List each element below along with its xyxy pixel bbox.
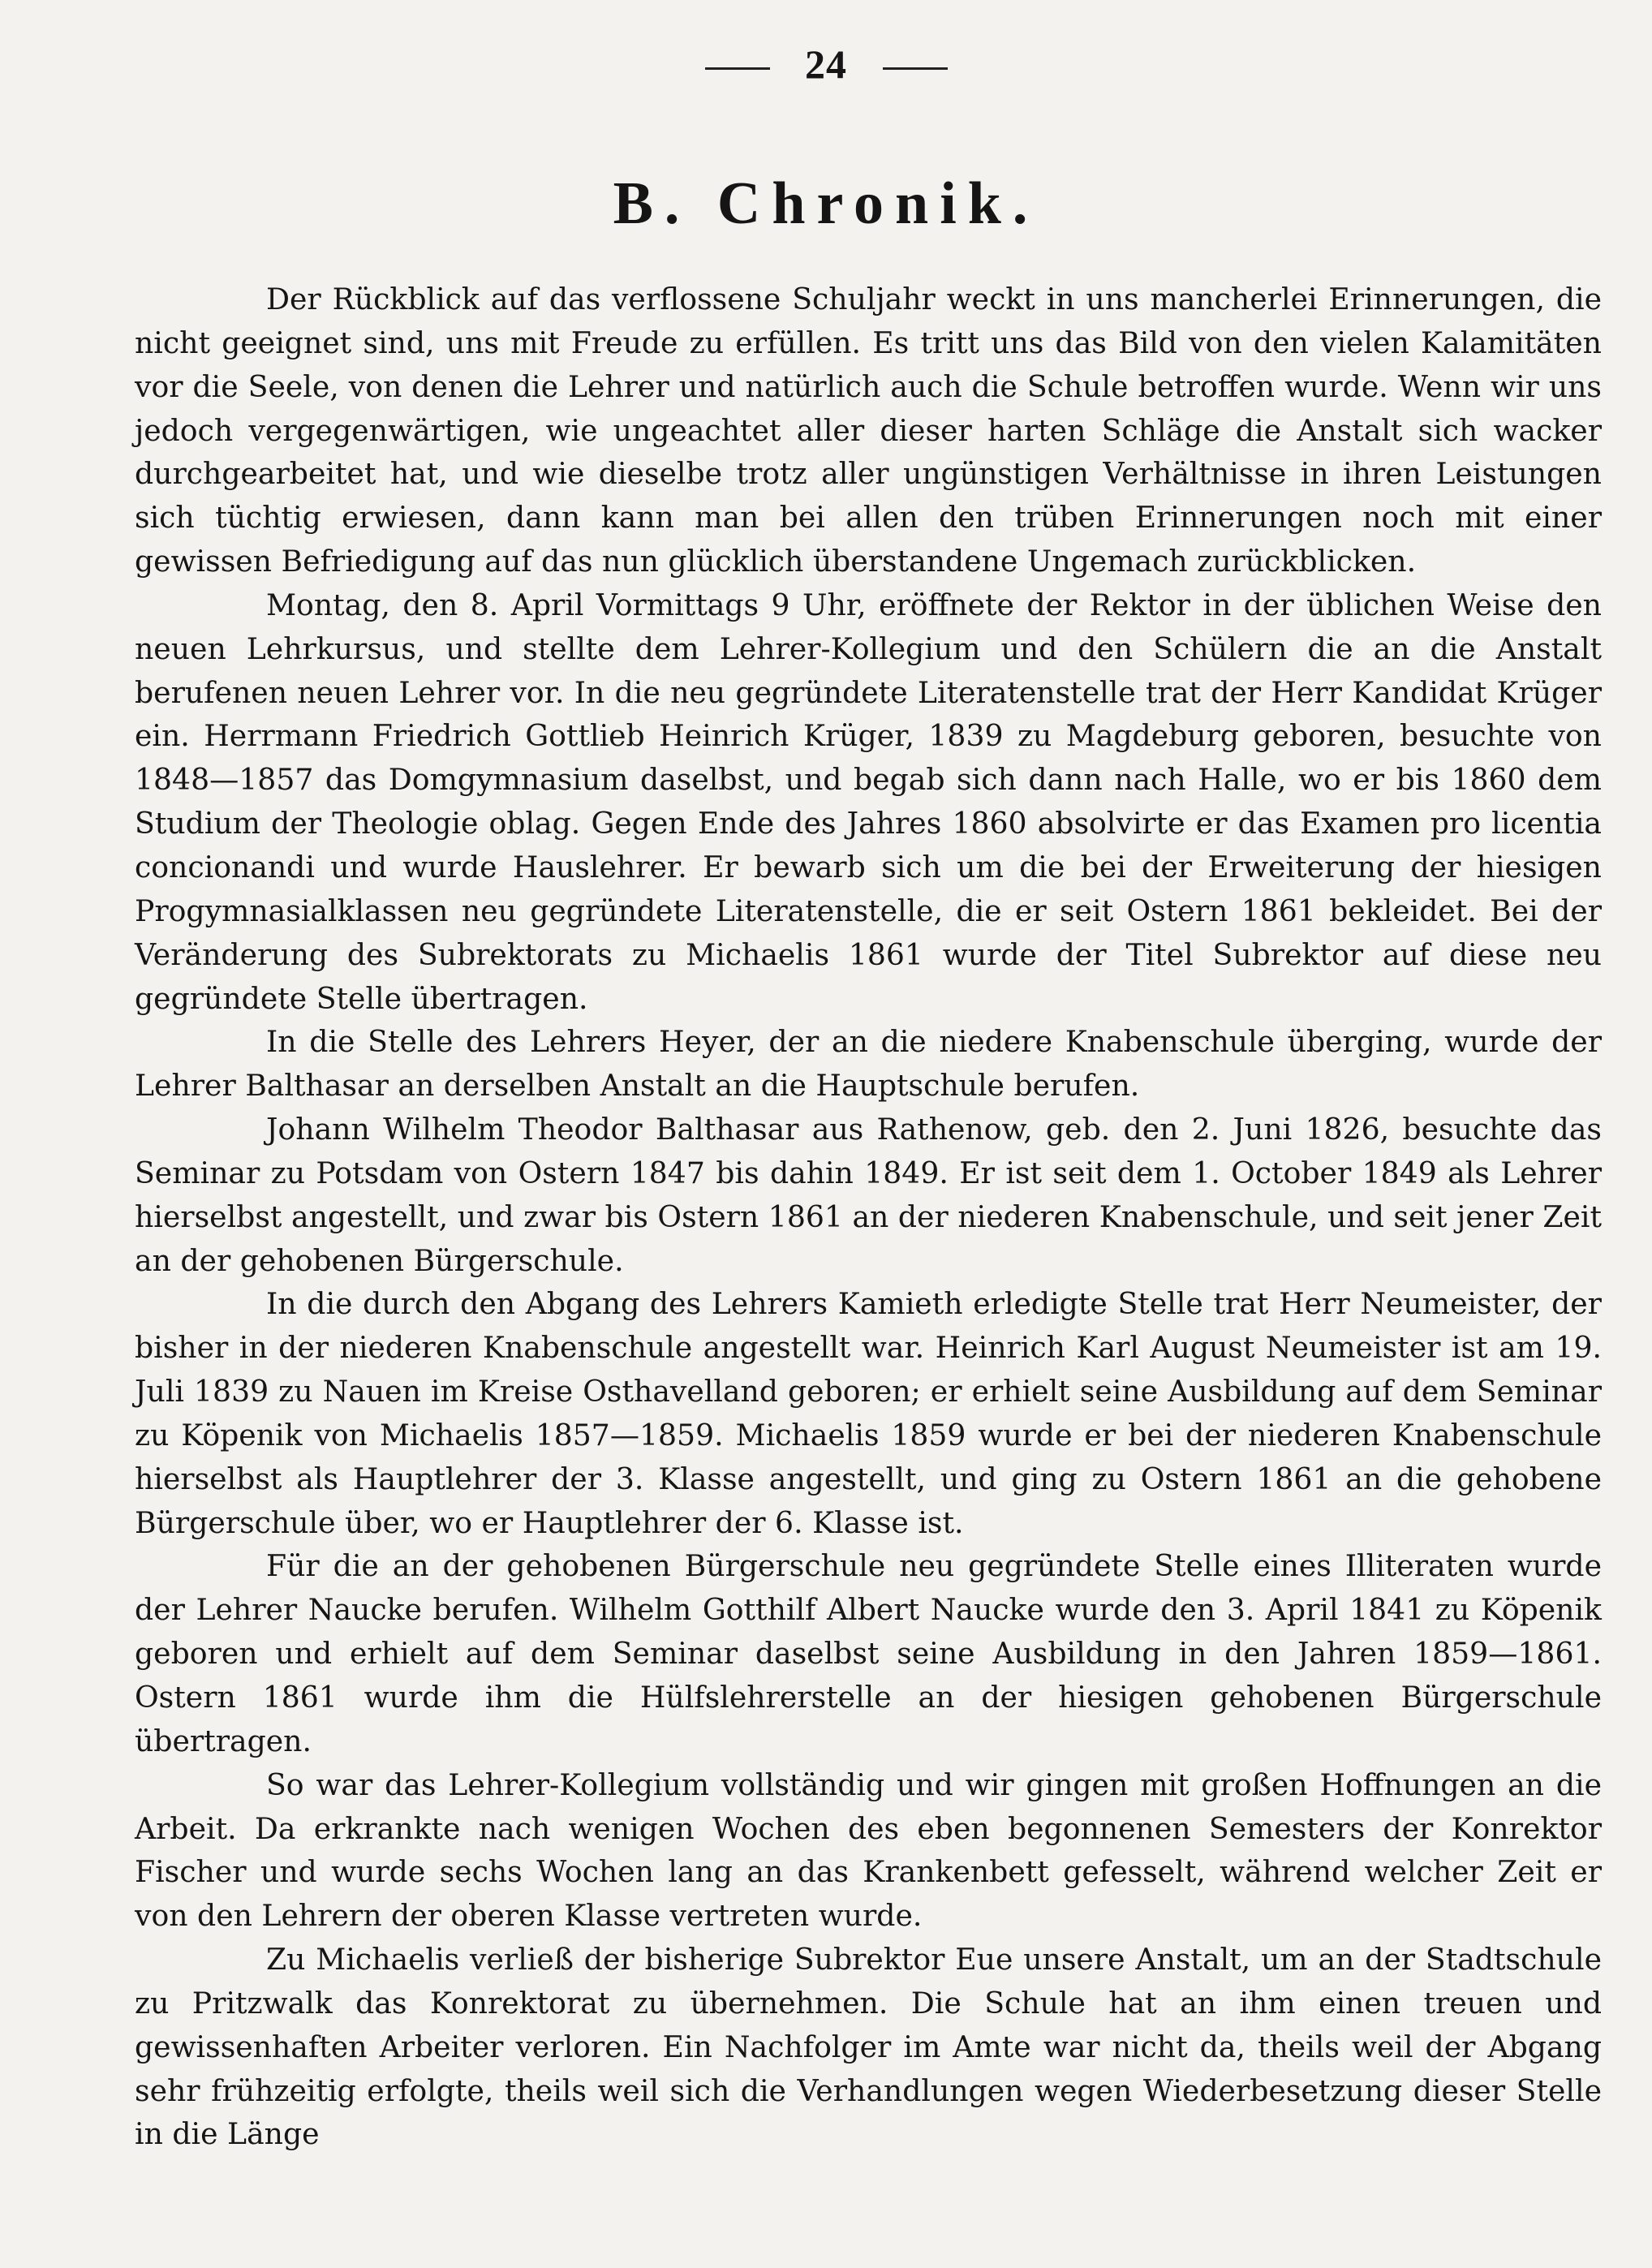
paragraph-retrospect: Der Rückblick auf das verflossene Schuljahr weckt in uns mancherlei Erinnerungen, die nicht geeignet sind, uns mit Freude zu erfüllen. Es tritt uns das Bild von den vielen Kalamitäten vor die Seele, von denen die Lehrer und natürlich auch die Schule betroffen wurde. Wenn wir uns jedoch vergegenwärtigen, wie ungeachtet aller dieser harten Schläge die Anstalt sich wacker durchgearbeitet hat, und wie dieselbe trotz aller ungünstigen Verhältnisse in ihren Leistungen sich tüchtig erwiesen, dann kann man bei allen den trüben Erinnerungen noch mit einer gewissen Befriedigung auf das nun glücklich überstandene Ungemach zurückblicken. xyxy=(135,282,1602,579)
paragraph-balthasar: Johann Wilhelm Theodor Balthasar aus Rathenow, geb. den 2. Juni 1826, besuchte das Seminar zu Potsdam von Ostern 1847 bis dahin 1849. Er ist seit dem 1. October 1849 als Lehrer hierselbst angestellt, und zwar bis Ostern 1861 an der niederen Knabenschule, und seit jener Zeit an der gehobenen Bürgerschule. xyxy=(135,1112,1602,1278)
paragraph-neumeister: In die durch den Abgang des Lehrers Kamieth erledigte Stelle trat Herr Neumeister, der bisher in der niederen Knabenschule angestellt war. Heinrich Karl August Neumeister ist am 19. Juli 1839 zu Nauen im Kreise Osthavelland geboren; er erhielt seine Ausbildung auf dem Seminar zu Köpenik von Michaelis 1857—1859. Michaelis 1859 wurde er bei der niederen Knabenschule hierselbst als Hauptlehrer der 3. Klasse angestellt, und ging zu Ostern 1861 an die gehobene Bürgerschule über, wo er Hauptlehrer der 6. Klasse ist. xyxy=(135,1286,1602,1540)
paragraph-naucke: Für die an der gehobenen Bürgerschule neu gegründete Stelle eines Illiteraten wurde der Lehrer Naucke berufen. Wilhelm Gotthilf Albert Naucke wurde den 3. April 1841 zu Köpenik geboren und erhielt auf dem Seminar daselbst seine Ausbildung in den Jahren 1859—1861. Ostern 1861 wurde ihm die Hülfslehrerstelle an der hiesigen gehobenen Bürgerschule übertragen. xyxy=(135,1548,1602,1758)
paragraph-eue: Zu Michaelis verließ der bisherige Subrektor Eue unsere Anstalt, um an der Stadtschule zu Pritzwalk das Konrektorat zu übernehmen. Die Schule hat an ihm einen treuen und gewissenhaften Arbeiter verloren. Ein Nachfolger im Amte war nicht da, theils weil der Abgang sehr frühzeitig erfolgte, theils weil sich die Verhandlungen wegen Wiederbesetzung dieser Stelle in die Länge xyxy=(135,1942,1602,2152)
paragraph-heyer: In die Stelle des Lehrers Heyer, der an die niedere Knabenschule überging, wurde der Lehrer Balthasar an derselben Anstalt an die Hauptschule berufen. xyxy=(135,1024,1602,1104)
section-title: B. Chronik. xyxy=(613,170,1039,237)
page-number: 24 xyxy=(805,41,847,87)
body-text xyxy=(135,278,1602,2156)
paragraph-krueger: Montag, den 8. April Vormittags 9 Uhr, eröffnete der Rektor in der üblichen Weise den neuen Lehrkursus, und stellte dem Lehrer-Kollegium und den Schülern die an die Anstalt berufenen neuen Lehrer vor. In die neu gegründete Literatenstelle trat der Herr Kandidat Krüger ein. Herrmann Friedrich Gottlieb Heinrich Krüger, 1839 zu Magdeburg geboren, besuchte von 1848—1857 das Domgymnasium daselbst, und begab sich dann nach Halle, wo er bis 1860 dem Studium der Theologie oblag. Gegen Ende des Jahres 1860 absolvirte er das Examen pro licentia concionandi und wurde Hauslehrer. Er bewarb sich um die bei der Erweiterung der hiesigen Progymnasialklassen neu gegründete Literatenstelle, die er seit Ostern 1861 bekleidet. Bei der Veränderung des Subrektorats zu Michaelis 1861 wurde der Titel Subrektor auf diese neu gegründete Stelle übertragen. xyxy=(135,587,1602,1016)
header-dash-left xyxy=(705,67,770,70)
page-header xyxy=(0,41,1652,88)
paragraph-kollegium: So war das Lehrer-Kollegium vollständig und wir gingen mit großen Hoffnungen an die Arbeit. Da erkrankte nach wenigen Wochen des eben begonnenen Semesters der Konrektor Fischer und wurde sechs Wochen lang an das Krankenbett gefesselt, während welcher Zeit er von den Lehrern der oberen Klasse vertreten wurde. xyxy=(135,1767,1602,1934)
header-dash-right xyxy=(883,67,948,70)
